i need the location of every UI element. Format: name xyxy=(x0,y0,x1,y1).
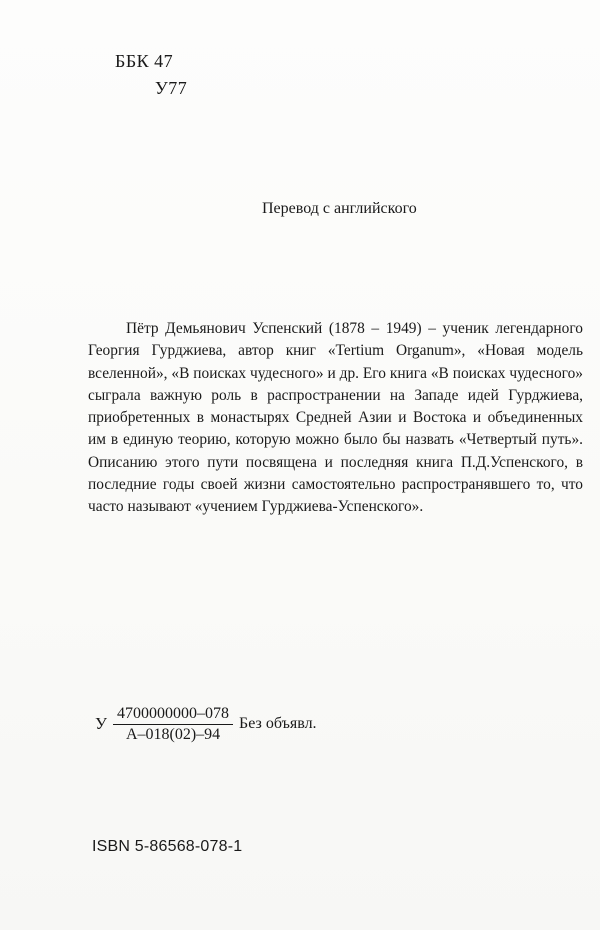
bbk-classification xyxy=(115,48,187,102)
author-mark: У77 xyxy=(155,78,188,98)
price-denominator: А–018(02)–94 xyxy=(125,725,221,743)
price-note: Без объявл. xyxy=(239,715,317,732)
price-letter: У xyxy=(95,714,108,733)
isbn: ISBN 5-86568-078-1 xyxy=(92,838,243,855)
translation-note: Перевод с английского xyxy=(262,200,417,217)
bbk-code: ББК 47 xyxy=(115,51,174,71)
price-fraction xyxy=(113,705,233,744)
price-numerator: 4700000000–078 xyxy=(113,705,233,725)
price-index xyxy=(95,704,317,744)
book-annotation: Пётр Демьянович Успенский (1878 – 1949) – ученик легендарного Георгия Гурджиева, автор книг «Tertium Organum», «Новая модель вселенной», «В поисках чудесного» и др. Его книга «В поисках чудесного» сыграла важную роль в распространении на Западе идей Гурджиева, приобретенных в монастырях Средней Азии и Востока и объединенных им в единую теорию, которую можно было бы назвать «Четвертый путь». Описанию этого пути посвящена и последняя книга П.Д.Успенского, в последние годы своей жизни самостоятельно распространявшего то, что часто называют «учением Гурджиева-Успенского». xyxy=(88,320,583,516)
